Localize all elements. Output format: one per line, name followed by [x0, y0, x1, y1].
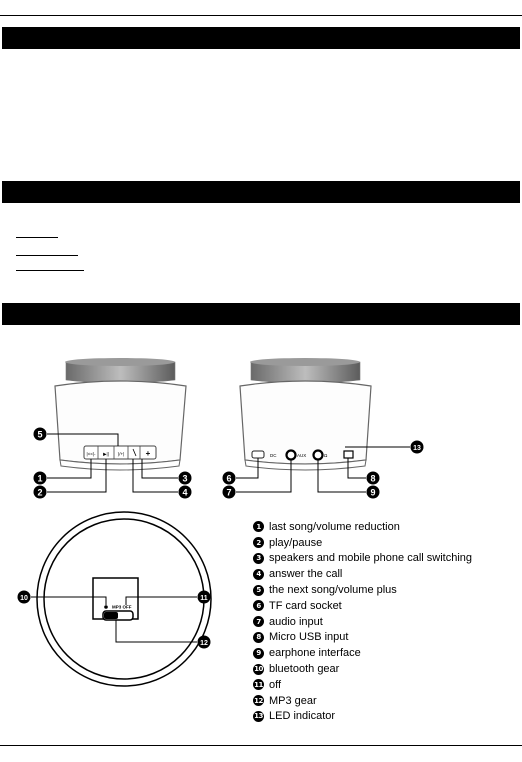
- callout-marker: [367, 486, 380, 499]
- callout-marker: [198, 636, 211, 649]
- callout-marker: [34, 472, 47, 485]
- legend-number: 11: [254, 680, 263, 689]
- svg-text:9: 9: [370, 487, 376, 498]
- bluetooth-icon: [104, 605, 108, 609]
- legend-item: [253, 709, 472, 725]
- legend-item: [253, 645, 472, 661]
- button-play-label: ▶||: [103, 451, 109, 457]
- legend-number: 2: [253, 537, 264, 548]
- callout-marker: [223, 472, 236, 485]
- legend-item: [253, 614, 472, 630]
- svg-text:1: 1: [37, 473, 43, 484]
- svg-text:10: 10: [20, 595, 28, 602]
- port-label-dc: DC: [270, 453, 277, 458]
- callout-marker: [223, 486, 236, 499]
- svg-text:8: 8: [370, 473, 376, 484]
- legend-item: [253, 535, 472, 551]
- button-prev-label: |<<|-: [86, 451, 96, 457]
- port-label-ear: Ω: [324, 453, 328, 458]
- legend-number: 12: [254, 696, 263, 705]
- legend-item: [253, 566, 472, 582]
- legend-number: 9: [253, 648, 264, 659]
- legend-number: 8: [253, 632, 264, 643]
- svg-text:13: 13: [413, 445, 421, 452]
- legend-number: 4: [253, 569, 264, 580]
- legend-text: LED indicator: [269, 710, 336, 723]
- callout-marker: [179, 486, 192, 499]
- port-label-aux: AUX: [297, 453, 307, 458]
- legend-number: 6: [253, 600, 264, 611]
- legend-text: MP3 gear: [269, 694, 317, 707]
- legend-text: earphone interface: [269, 647, 361, 660]
- legend-number: 7: [253, 616, 264, 627]
- legend-text: last song/volume reduction: [269, 520, 400, 533]
- legend-number: 10: [254, 665, 263, 674]
- legend-text: the next song/volume plus: [269, 584, 397, 597]
- switch-label: MP3 OFF: [112, 604, 132, 610]
- earphone-jack-icon: [314, 451, 323, 460]
- legend-item: [253, 630, 472, 646]
- legend-number: 1: [253, 521, 264, 532]
- legend-item: [253, 551, 472, 567]
- legend-text: off: [269, 678, 282, 691]
- svg-text:3: 3: [182, 473, 188, 484]
- legend-text: speakers and mobile phone call switching: [269, 552, 473, 565]
- legend-item: [253, 661, 472, 677]
- button-plus-label: +: [145, 449, 151, 458]
- svg-text:4: 4: [182, 487, 188, 498]
- parts-legend: [253, 519, 472, 724]
- audio-jack-icon: [287, 451, 296, 460]
- callout-marker: [367, 472, 380, 485]
- mode-switch-knob: [104, 612, 118, 619]
- speaker-front-view: [55, 358, 186, 470]
- callout-marker: [198, 591, 211, 604]
- speaker-back-view: [240, 358, 371, 470]
- legend-item: [253, 598, 472, 614]
- legend-item: [253, 693, 472, 709]
- svg-text:11: 11: [200, 595, 208, 602]
- legend-text: bluetooth gear: [269, 663, 340, 676]
- callout-marker: [34, 486, 47, 499]
- legend-text: play/pause: [269, 536, 323, 549]
- legend-item: [253, 677, 472, 693]
- legend-text: audio input: [269, 615, 323, 628]
- speaker-bottom-view: [37, 512, 211, 686]
- button-next-label: )/+|: [117, 451, 125, 457]
- legend-number: 3: [253, 553, 264, 564]
- callout-marker: [34, 428, 47, 441]
- svg-text:6: 6: [226, 473, 232, 484]
- callout-marker: [18, 591, 31, 604]
- legend-number: 5: [253, 585, 264, 596]
- legend-text: TF card socket: [269, 599, 342, 612]
- legend-text: Micro USB input: [269, 631, 349, 644]
- svg-text:12: 12: [200, 640, 208, 647]
- svg-text:5: 5: [37, 429, 43, 440]
- legend-number: 13: [254, 712, 263, 721]
- legend-item: [253, 519, 472, 535]
- svg-text:7: 7: [226, 487, 232, 498]
- legend-text: answer the call: [269, 568, 343, 581]
- callout-marker: [179, 472, 192, 485]
- micro-usb-port-icon: [252, 451, 264, 458]
- callout-marker: [411, 441, 424, 454]
- svg-text:2: 2: [37, 487, 43, 498]
- legend-item: [253, 582, 472, 598]
- tf-card-slot-icon: [344, 451, 353, 458]
